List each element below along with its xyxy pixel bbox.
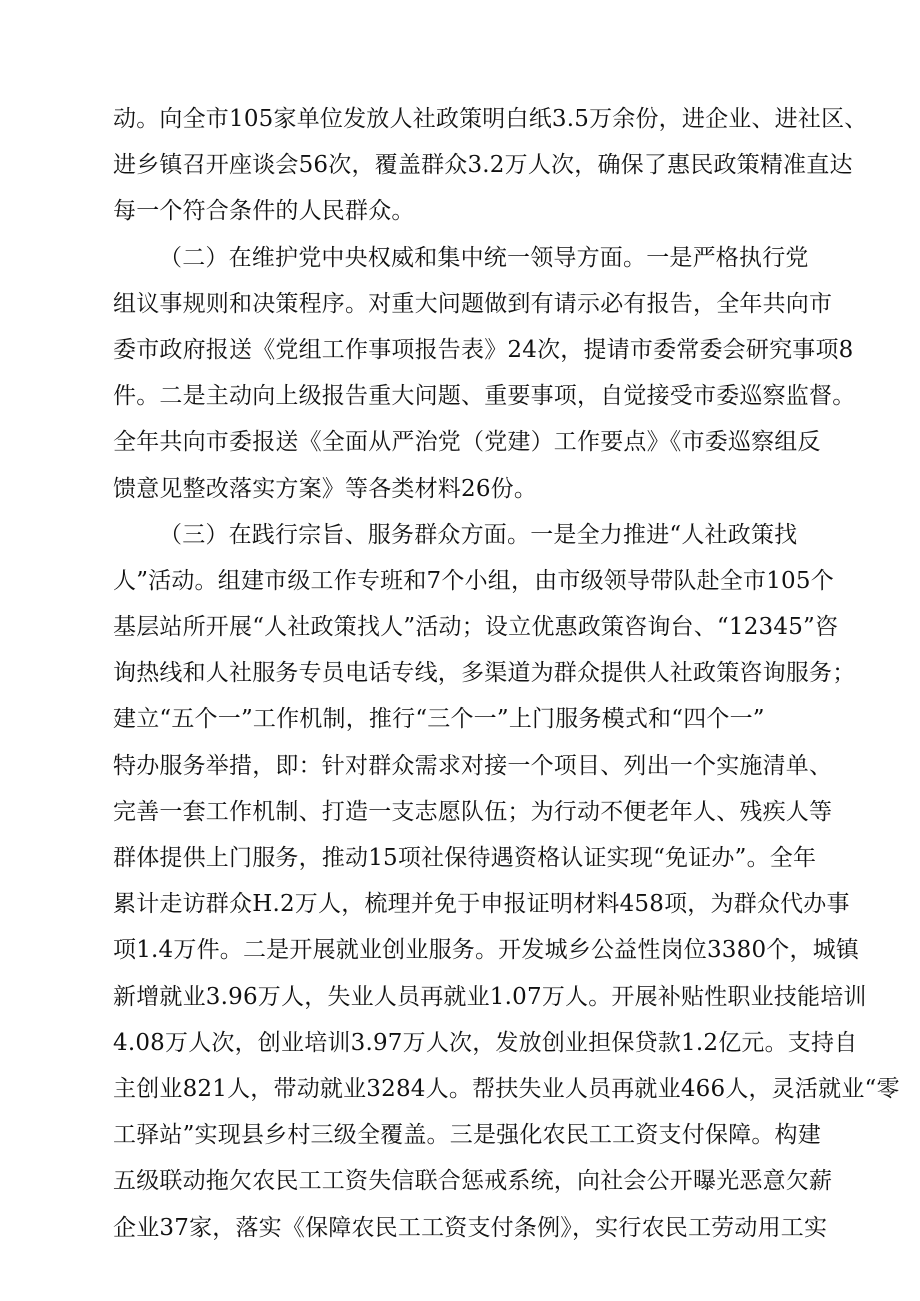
paragraph-line: 五级联动拖欠农民工工资失信联合惩戒系统，向社会公开曝光恶意欠薪 [113,1168,833,1195]
paragraph-line: 询热线和人社服务专员电话专线，多渠道为群众提供人社政策咨询服务； [113,660,856,687]
paragraph-line: 主创业821人，带动就业3284人。帮扶失业人员再就业466人，灵活就业“零 [113,1075,900,1102]
paragraph-line: 委市政府报送《党组工作事项报告表》24次，提请市委常委会研究事项8 [113,336,854,363]
paragraph-line: 全年共向市委报送《全面从严治党（党建）工作要点》《市委巡察组反 [113,429,821,456]
paragraph-line: 基层站所开展“人社政策找人”活动；设立优惠政策咨询台、“12345”咨 [113,614,839,641]
paragraph-line: 群体提供上门服务，推动15项社保待遇资格认证实现“免证办”。全年 [113,845,817,871]
paragraph-line: 完善一套工作机制、打造一支志愿队伍；为行动不便老年人、残疾人等 [113,798,833,825]
paragraph-line: 项1.4万件。二是开展就业创业服务。开发城乡公益性岗位3380个，城镇 [113,937,860,964]
paragraph-line: （二）在维护党中央权威和集中统一领导方面。一是严格执行党 [159,244,809,271]
paragraph-line: 建立“五个一”工作机制，推行“三个一”上门服务模式和“四个一” [113,706,765,733]
paragraph-line: 新增就业3.96万人，失业人员再就业1.07万人。开展补贴性职业技能培训 [113,983,867,1010]
paragraph-line: 件。二是主动向上级报告重大问题、重要事项，自觉接受市委巡察监督。 [113,383,856,410]
paragraph-line: 进乡镇召开座谈会56次，覆盖群众3.2万人次，确保了惠民政策精准直达 [113,152,853,179]
paragraph-line: 4.08万人次，创业培训3.97万人次，发放创业担保贷款1.2亿元。支持自 [113,1029,858,1056]
paragraph-line: （三）在践行宗旨、服务群众方面。一是全力推进“人社政策找 [159,521,798,548]
paragraph-line: 工驿站”实现县乡村三级全覆盖。三是强化农民工工资支付保障。构建 [113,1122,821,1149]
paragraph-line: 动。向全市105家单位发放人社政策明白纸3.5万余份，进企业、进社区、 [113,106,868,132]
paragraph-line: 馈意见整改落实方案》等各类材料26份。 [113,475,538,502]
paragraph-line: 每一个符合条件的人民群众。 [113,198,415,225]
document-body [113,96,900,1251]
paragraph-line: 特办服务举措，即：针对群众需求对接一个项目、列出一个实施清单、 [113,752,833,779]
paragraph-line: 组议事规则和决策程序。对重大问题做到有请示必有报告，全年共向市 [113,290,833,317]
paragraph-line: 人”活动。组建市级工作专班和7个小组，由市级领导带队赴全市105个 [113,567,834,594]
paragraph-line: 企业37家，落实《保障农民工工资支付条例》，实行农民工劳动用工实 [113,1214,828,1241]
paragraph-line: 累计走访群众H.2万人，梳理并免于申报证明材料458项，为群众代办事 [113,891,850,918]
